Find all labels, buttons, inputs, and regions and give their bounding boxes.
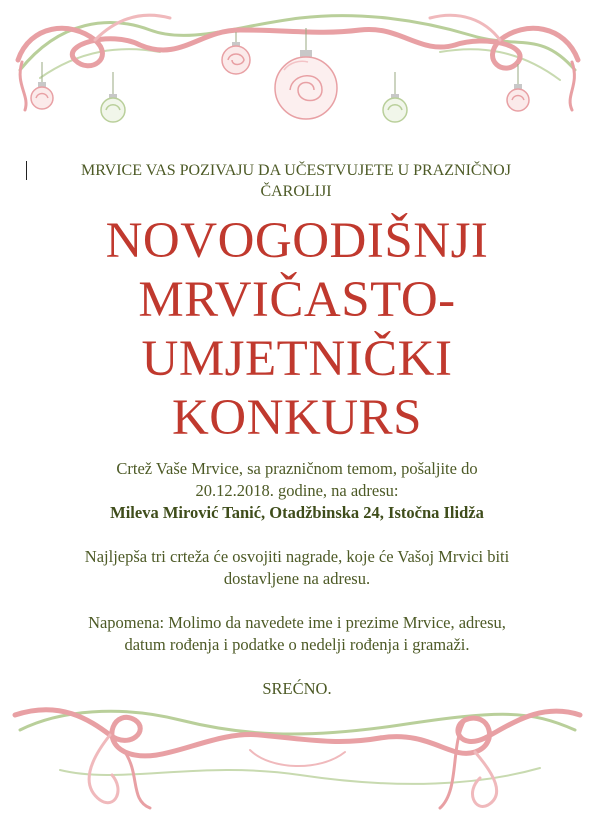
ornament-ball-icon bbox=[507, 84, 529, 111]
title-line-4: KONKURS bbox=[171, 390, 423, 446]
title-line-1: NOVOGODIŠNJI bbox=[105, 213, 489, 269]
top-ribbon-ornaments bbox=[0, 0, 594, 135]
ornament-ball-icon bbox=[31, 82, 53, 109]
mailing-address: Mileva Mirović Tanić, Otadžbinska 24, Istočna Ilidža bbox=[110, 503, 484, 522]
title-line-2: MRVIČASTO- bbox=[138, 272, 456, 328]
prizes-line-1: Najljepša tri crteža će osvojiti nagrade, koje će Vašoj Mrvici biti bbox=[84, 547, 510, 566]
note-line-1: Napomena: Molimo da navedete ime i prezime Mrvice, adresu, bbox=[88, 613, 506, 632]
ornament-ball-icon bbox=[222, 42, 250, 74]
prizes-line-2: dostavljene na adresu. bbox=[223, 569, 371, 588]
bottom-ribbon-border bbox=[0, 690, 594, 824]
instructions-line-2: 20.12.2018. godine, na adresu: bbox=[195, 481, 399, 500]
page-title bbox=[0, 212, 594, 448]
instructions-line-1: Crtež Vaše Mrvice, sa prazničnom temom, pošaljite do bbox=[116, 459, 478, 478]
ornament-ball-icon bbox=[275, 50, 337, 119]
body-text bbox=[20, 458, 574, 700]
title-line-3: UMJETNIČKI bbox=[141, 331, 453, 387]
ornament-ball-icon bbox=[101, 94, 125, 122]
ornament-ball-icon bbox=[383, 94, 407, 122]
note-line-2: datum rođenja i podatke o nedelji rođenja i gramaži. bbox=[124, 635, 470, 654]
closing-greeting: SREĆNO. bbox=[262, 679, 332, 698]
invitation-intro bbox=[26, 160, 566, 202]
intro-line-1: MRVICE VAS POZIVAJU DA UČESTVUJETE U PRAZNIČNOJ bbox=[81, 162, 511, 179]
intro-line-2: ČAROLIJI bbox=[260, 183, 332, 200]
